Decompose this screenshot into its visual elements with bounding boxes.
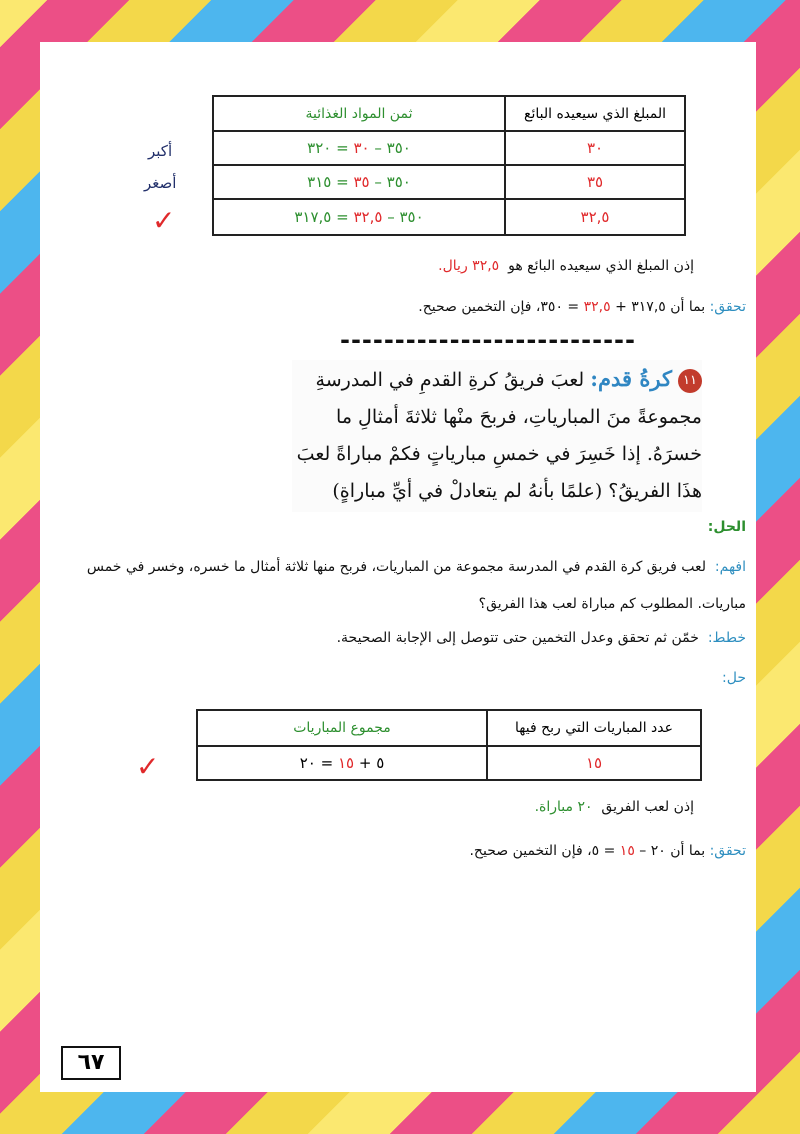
worksheet-page: [40, 42, 756, 1092]
amount-cell: ٣٢,٥: [505, 199, 685, 235]
solve-label: حل:: [722, 670, 746, 686]
amount-cell: ٣٥: [505, 165, 685, 199]
verify-line-1: تحقق: بما أن ٣١٧,٥ + ٣٢,٥ = ٣٥٠، فإن التخمين صحيح.: [418, 299, 746, 315]
guess-table-2: [196, 709, 702, 781]
understand-paragraph: افهم: لعب فريق كرة القدم في المدرسة مجموعة من المباريات، فربح منها ثلاثة أمثال ما خسره، وخسر في خمس مباريات. المطلوب كم مباراة لعب هذا الفريق؟: [86, 559, 746, 612]
plan-line: خطط: خمّن ثم تحقق وعدل التخمين حتى تتوصل إلى الإجابة الصحيحة.: [336, 630, 746, 646]
label-smaller: أصغر: [144, 174, 177, 192]
amount-cell: ٣٠: [505, 131, 685, 165]
guess-table: [212, 95, 686, 236]
problem-number-badge: ١١: [678, 369, 702, 393]
label-greater: أكبر: [148, 142, 173, 160]
table-row: [213, 199, 685, 235]
table-row: [213, 165, 685, 199]
answer-line-1: إذن المبلغ الذي سيعيده البائع هو ٣٢,٥ ريال.: [438, 258, 694, 274]
table-row: [197, 746, 701, 780]
won-cell: ١٥: [487, 746, 701, 780]
page-number: ٦٧: [61, 1046, 121, 1080]
calc-cell: ٥ + ١٥ = ٢٠: [197, 746, 487, 780]
table-row: [213, 131, 685, 165]
checkmark-icon: ✓: [136, 750, 160, 783]
solution-heading: الحل:: [707, 519, 746, 535]
calc-cell: ٣٥٠ – ٣٠ = ٣٢٠: [213, 131, 505, 165]
calc-cell: ٣٥٠ – ٣٢,٥ = ٣١٧,٥: [213, 199, 505, 235]
calc-cell: ٣٥٠ – ٣٥ = ٣١٥: [213, 165, 505, 199]
header-won: عدد المباريات التي ربح فيها: [487, 710, 701, 746]
problem-text: لعبَ فريقُ كرةِ القدمِ في المدرسةِ مجموعةً منَ المبارياتِ، فربحَ منْها ثلاثةَ أمثالِ ما خسرَهُ. إذا خَسِرَ في خمسِ مبارياتٍ فكمْ مباراةً لعبَ هذَا الفريقُ؟ (علمًا بأنهُ لم يتعادلْ في أيِّ مباراةٍ): [296, 369, 702, 502]
checkmark-icon: ✓: [152, 204, 176, 237]
header-food-price: ثمن المواد الغذائية: [213, 96, 505, 131]
header-total: مجموع المباريات: [197, 710, 487, 746]
answer-line-2: إذن لعب الفريق ٢٠ مباراة.: [534, 799, 694, 815]
problem-title: كرةُ قدم:: [590, 366, 672, 391]
verify-line-2: تحقق: بما أن ٢٠ – ١٥ = ٥، فإن التخمين صحيح.: [469, 843, 746, 859]
separator-line: ---------------------------: [340, 326, 636, 354]
header-amount: المبلغ الذي سيعيده البائع: [505, 96, 685, 131]
problem-box: [292, 360, 702, 512]
